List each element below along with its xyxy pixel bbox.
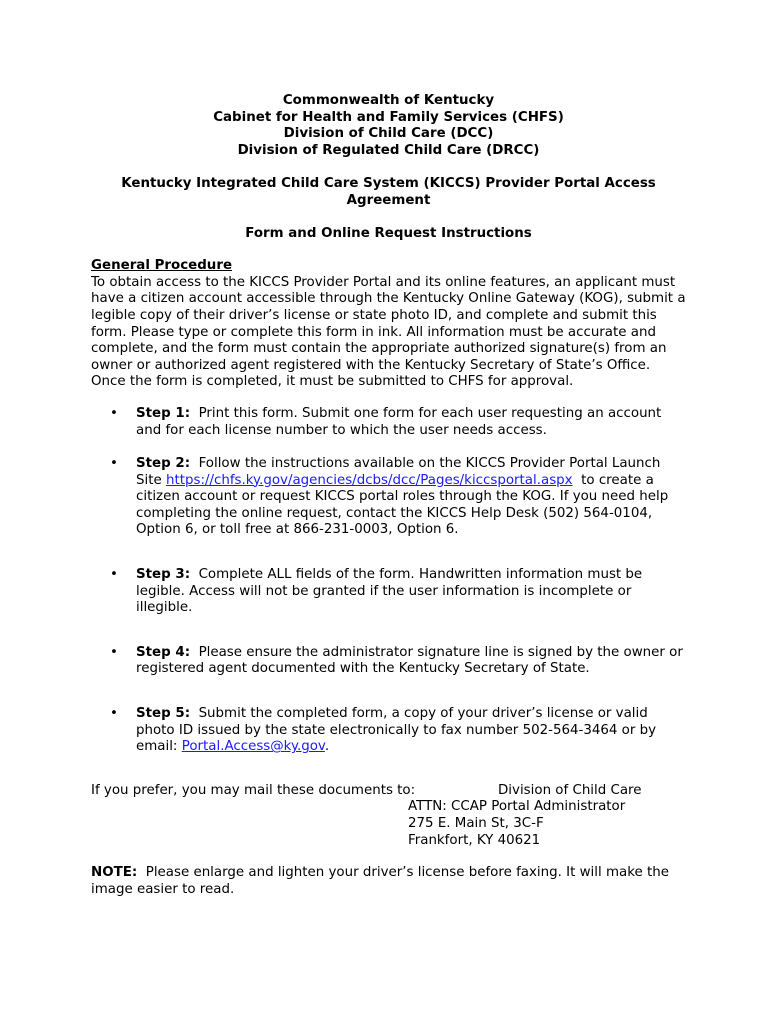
step-label: Step 1: (136, 405, 191, 421)
step-text: Submit the completed form, a copy of your driver’s license or valid photo ID issued by the state electronically to fax number 502-564-3464 or by email: (136, 706, 657, 755)
bullet-icon: • (110, 405, 118, 421)
document-page (91, 93, 686, 898)
note-label: NOTE: (91, 865, 138, 881)
step-item-2 (91, 456, 686, 539)
step-item-5 (91, 706, 686, 756)
step-item-1 (91, 406, 686, 439)
document-subtitle: Form and Online Request Instructions (245, 225, 532, 241)
step-label: Step 3: (136, 567, 191, 583)
step-text: Print this form. Submit one form for each user requesting an account and for each license number to which the user needs access. (136, 405, 662, 438)
mailing-address-line-2: ATTN: CCAP Portal Administrator (408, 799, 626, 815)
bullet-icon: • (110, 706, 118, 722)
header-line-cabinet: Cabinet for Health and Family Services (CHFS) (213, 109, 564, 125)
steps-list (91, 406, 686, 756)
step-text: Follow the instructions available on the KICCS Provider Portal Launch Site (136, 456, 661, 488)
kiccs-portal-launch-link[interactable]: https://chfs.ky.gov/agencies/dcbs/dcc/Pages/kiccsportal.aspx (165, 472, 573, 488)
mailing-intro: If you prefer, you may mail these documents to: (91, 782, 416, 798)
document-header (91, 93, 686, 159)
general-procedure-heading: General Procedure (91, 258, 233, 274)
mailing-address-line-3: 275 E. Main St, 3C-F (408, 816, 544, 831)
step-text: Complete ALL fields of the form. Handwritten information must be legible. Access will not be granted if the user information is incomplete or illegible. (136, 567, 643, 616)
step-text: Please ensure the administrator signature line is signed by the owner or registered agent documented with the Kentucky Secretary of State. (136, 644, 683, 677)
bullet-icon: • (110, 456, 118, 472)
mailing-address-line-1: Division of Child Care (498, 782, 642, 798)
header-line-commonwealth: Commonwealth of Kentucky (282, 93, 495, 108)
step-text-continued: to create a citizen account or request KICCS portal roles through the KOG. If you need help completing the online request, contact the KICCS Help Desk (502) 564-0104, Option 6, or toll free at 866-231-0003, Option 6. (136, 472, 669, 538)
portal-access-email-link[interactable]: Portal.Access@ky.gov (181, 739, 325, 755)
document-title: Kentucky Integrated Child Care System (KICCS) Provider Portal Access Agreement (121, 176, 656, 208)
step-label: Step 4: (136, 644, 191, 660)
faxing-note (91, 865, 686, 898)
step-text-end: . (324, 739, 330, 755)
mailing-intro-row (91, 783, 686, 800)
mailing-address-line-4: Frankfort, KY 40621 (408, 832, 541, 848)
bullet-icon: • (110, 567, 118, 583)
general-procedure-body: To obtain access to the KICCS Provider Portal and its online features, an applicant must have a citizen account accessible through the Kentucky Online Gateway (KOG), submit a legible copy of their driver’s license or state photo ID, and complete and submit this form. Please type or complete this form in ink. All information must be accurate and complete, and the form must contain the appropriate authorized signature(s) from an owner or authorized agent registered with the Kentucky Secretary of State’s Office. Once the form is completed, it must be submitted to CHFS for approval. (91, 274, 686, 390)
bullet-icon: • (110, 644, 118, 660)
header-line-dcc: Division of Child Care (DCC) (283, 126, 494, 142)
header-line-drcc: Division of Regulated Child Care (DRCC) (237, 142, 540, 158)
step-item-4 (91, 645, 686, 678)
step-item-3 (91, 567, 686, 617)
mailing-address-block (91, 783, 686, 849)
note-text: Please enlarge and lighten your driver’s license before faxing. It will make the image easier to read. (91, 865, 669, 897)
step-label: Step 2: (136, 456, 191, 472)
step-label: Step 5: (136, 706, 191, 722)
